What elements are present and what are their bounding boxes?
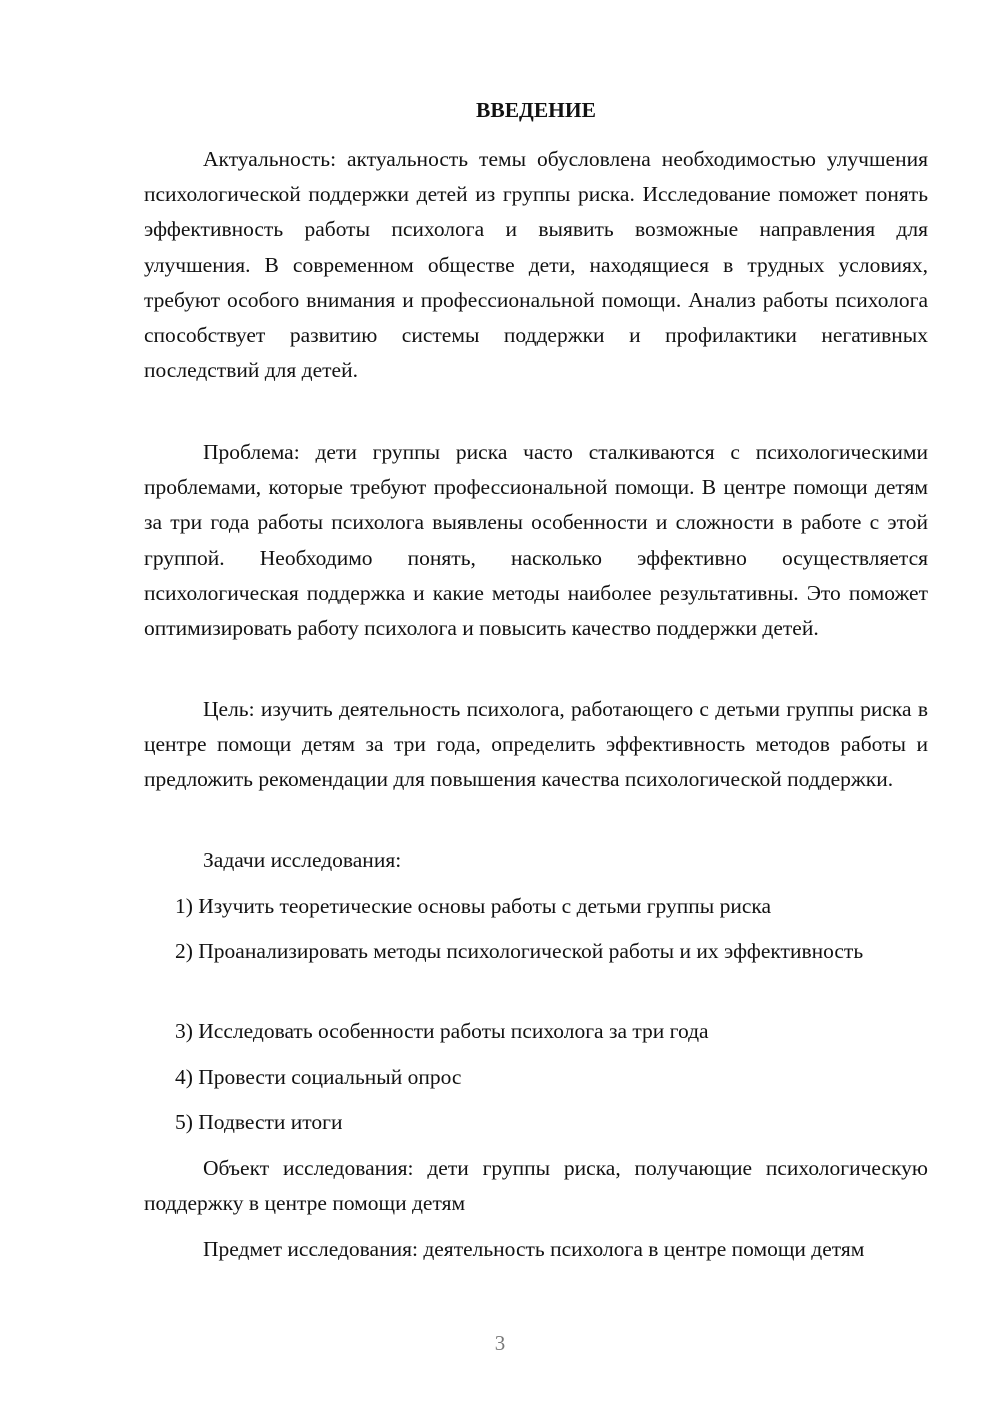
paragraph-goal: Цель: изучить деятельность психолога, работающего с детьми группы риска в центре помощи детям за три года, определить эффективность методов работы и предложить рекомендации для повышения качества психологической поддержки.: [144, 697, 928, 792]
page-number: 3: [494, 1331, 506, 1355]
task-item-2: 2) Проанализировать методы психологической работы и их эффективность: [175, 939, 864, 963]
task-item-3: 3) Исследовать особенности работы психолога за три года: [175, 1019, 709, 1043]
paragraph-object: Объект исследования: дети группы риска, получающие психологическую поддержку в центре помощи детям: [144, 1156, 928, 1216]
task-item-5: 5) Подвести итоги: [175, 1110, 343, 1134]
paragraph-relevance: Актуальность: актуальность темы обусловлена необходимостью улучшения психологической поддержки детей из группы риска. Исследование поможет понять эффективность работы психолога и выявить возможные направления для улучшения. В современном обществе дети, находящиеся в трудных условиях, требуют особого внимания и профессиональной помощи. Анализ работы психолога способствует развитию системы поддержки и профилактики негативных последствий для детей.: [144, 147, 928, 383]
paragraph-problem: Проблема: дети группы риска часто сталкиваются с психологическими проблемами, которые требуют профессиональной помощи. В центре помощи детям за три года работы психолога выявлены особенности и сложности в работе с этой группой. Необходимо понять, насколько эффективно осуществляется психологическая поддержка и какие методы наиболее результативны. Это поможет оптимизировать работу психолога и повысить качество поддержки детей.: [144, 440, 928, 641]
paragraph-subject: Предмет исследования: деятельность психолога в центре помощи детям: [203, 1237, 865, 1261]
task-item-1: 1) Изучить теоретические основы работы с детьми группы риска: [175, 894, 772, 918]
task-item-4: 4) Провести социальный опрос: [175, 1065, 462, 1089]
page-title: ВВЕДЕНИЕ: [476, 98, 596, 122]
tasks-heading: Задачи исследования:: [203, 848, 402, 872]
